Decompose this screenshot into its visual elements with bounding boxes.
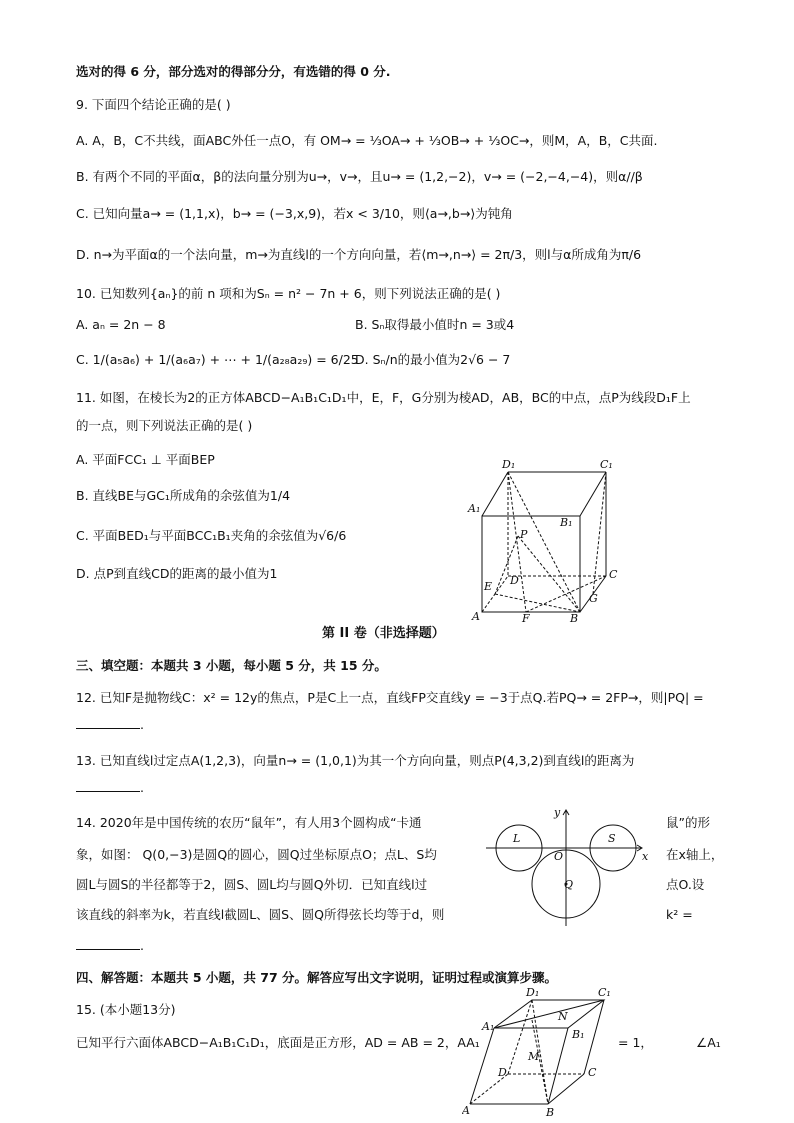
- q15-text-right: ∠A₁: [696, 1035, 721, 1050]
- q14-line4-right: k² =: [666, 907, 693, 922]
- q11-option-d: D. 点P到直线CD的距离的最小值为1: [76, 566, 278, 581]
- circle-label-l: L: [513, 832, 521, 845]
- q15-text-mid: = 1，: [618, 1035, 653, 1050]
- prism-label-d: D: [498, 1066, 507, 1079]
- q14-answer-blank[interactable]: .: [76, 937, 144, 954]
- prism-label-c: C: [588, 1066, 597, 1079]
- prism-label-b: B: [546, 1106, 555, 1118]
- prism-label-d1: D₁: [526, 986, 540, 999]
- cube-label-e: E: [484, 580, 493, 593]
- q14-line3: 圆L与圆S的半径都等于2，圆S、圆L均与圆Q外切．已知直线l过: [76, 877, 428, 892]
- q15-head: 15. (本小题13分): [76, 1002, 176, 1017]
- prism-label-a1: A₁: [482, 1020, 495, 1033]
- cube-label-a: A: [472, 610, 480, 623]
- section4-heading: 四、解答题：本题共 5 小题，共 77 分。解答应写出文字说明，证明过程或演算步骤。: [76, 970, 558, 985]
- q10-option-a: A. aₙ = 2n − 8: [76, 317, 166, 332]
- q9-option-b: B. 有两个不同的平面α，β的法向量分别为u→，v→，且u→ = (1,2,−2)，v→ = (−2,−4,−4)，则α//β: [76, 169, 643, 184]
- q14-line4: 该直线的斜率为k，若直线l截圆L、圆S、圆Q所得弦长均等于d，则: [76, 907, 445, 922]
- q14-line3-right: 点O.设: [666, 877, 705, 892]
- mouse-circles-figure: [482, 804, 660, 930]
- q14-line2-right: 在x轴上，: [666, 847, 724, 862]
- part2-heading: 第 II 卷（非选择题）: [322, 626, 445, 641]
- q10-option-d: D. Sₙ/n的最小值为2√6 − 7: [355, 352, 511, 367]
- scoring-note: 选对的得 6 分，部分选对的得部分分，有选错的得 0 分.: [76, 64, 391, 79]
- cube-label-c: C: [609, 568, 618, 581]
- origin-label-o: O: [554, 850, 564, 863]
- cube-label-p: P: [520, 528, 528, 541]
- cube-label-b: B: [570, 612, 579, 624]
- section3-heading: 三、填空题：本题共 3 小题，每小题 5 分，共 15 分。: [76, 658, 387, 673]
- q15-text: 已知平行六面体ABCD−A₁B₁C₁D₁，底面是正方形，AD = AB = 2，AA₁: [76, 1035, 480, 1050]
- q9-option-d: D. n→为平面α的一个法向量，m→为直线l的一个方向向量，若⟨m→,n→⟩ = 2π/3，则l与α所成角为π/6: [76, 247, 642, 262]
- cube-label-g: G: [589, 592, 598, 605]
- prism-label-b1: B₁: [572, 1028, 585, 1041]
- q14-line1-right: 鼠”的形: [666, 815, 710, 830]
- cube-label-d: D: [510, 574, 519, 587]
- q13-text: 13. 已知直线l过定点A(1,2,3)，向量n→ = (1,0,1)为其一个方向向量，则点P(4,3,2)到直线l的距离为: [76, 753, 635, 768]
- parallelepiped-figure: [462, 986, 618, 1118]
- q10-option-c: C. 1/(a₅a₆) + 1/(a₆a₇) + ⋯ + 1/(a₂₈a₂₉) = 6/25: [76, 352, 359, 367]
- prism-label-a: A: [462, 1104, 470, 1117]
- q11-option-b: B. 直线BE与GC₁所成角的余弦值为1/4: [76, 488, 291, 503]
- q14-line1: 14. 2020年是中国传统的农历“鼠年”，有人用3个圆构成“卡通: [76, 815, 422, 830]
- q11-option-c: C. 平面BED₁与平面BCC₁B₁夹角的余弦值为√6/6: [76, 528, 347, 543]
- cube-label-a1: A₁: [468, 502, 481, 515]
- q10-option-b: B. Sₙ取得最小值时n = 3或4: [355, 317, 515, 332]
- q11-stem-line2: 的一点，则下列说法正确的是( ): [76, 418, 253, 433]
- cube-label-b1: B₁: [560, 516, 573, 529]
- axis-label-y: y: [554, 806, 561, 819]
- q11-option-a: A. 平面FCC₁ ⊥ 平面BEP: [76, 452, 215, 467]
- q9-option-a: A. A，B，C不共线，面ABC外任一点O，有 OM→ = ⅓OA→ + ⅓OB→ + ⅓OC→，则M，A，B，C共面.: [76, 133, 658, 148]
- q13-answer-blank[interactable]: .: [76, 779, 144, 796]
- q14-line2: 象，如图： Q(0,−3)是圆Q的圆心，圆Q过坐标原点O；点L、S均: [76, 847, 437, 862]
- circle-label-s: S: [608, 832, 616, 845]
- q12-text: 12. 已知F是抛物线C：x² = 12y的焦点，P是C上一点，直线FP交直线y = −3于点Q.若PQ→ = 2FP→，则|PQ| =: [76, 690, 704, 705]
- q9-stem: 9. 下面四个结论正确的是( ): [76, 97, 231, 112]
- prism-label-m: M: [528, 1050, 540, 1063]
- cube-label-d1: D₁: [502, 458, 516, 471]
- q11-stem-line1: 11. 如图，在棱长为2的正方体ABCD−A₁B₁C₁D₁中，E，F，G分别为棱AD，AB，BC的中点，点P为线段D₁F上: [76, 390, 691, 405]
- q12-answer-blank[interactable]: .: [76, 716, 144, 733]
- cube-label-f: F: [522, 612, 530, 624]
- axis-label-x: x: [642, 850, 649, 863]
- circle-label-q: Q: [564, 878, 574, 891]
- q10-stem: 10. 已知数列{aₙ}的前 n 项和为Sₙ = n² − 7n + 6，则下列说法正确的是( ): [76, 286, 501, 301]
- prism-label-c1: C₁: [598, 986, 611, 999]
- q9-option-c: C. 已知向量a→ = (1,1,x)，b→ = (−3,x,9)，若x < 3/10，则⟨a→,b→⟩为钝角: [76, 206, 513, 221]
- cube-label-c1: C₁: [600, 458, 613, 471]
- cube-figure: [460, 458, 620, 624]
- prism-label-n: N: [558, 1010, 568, 1023]
